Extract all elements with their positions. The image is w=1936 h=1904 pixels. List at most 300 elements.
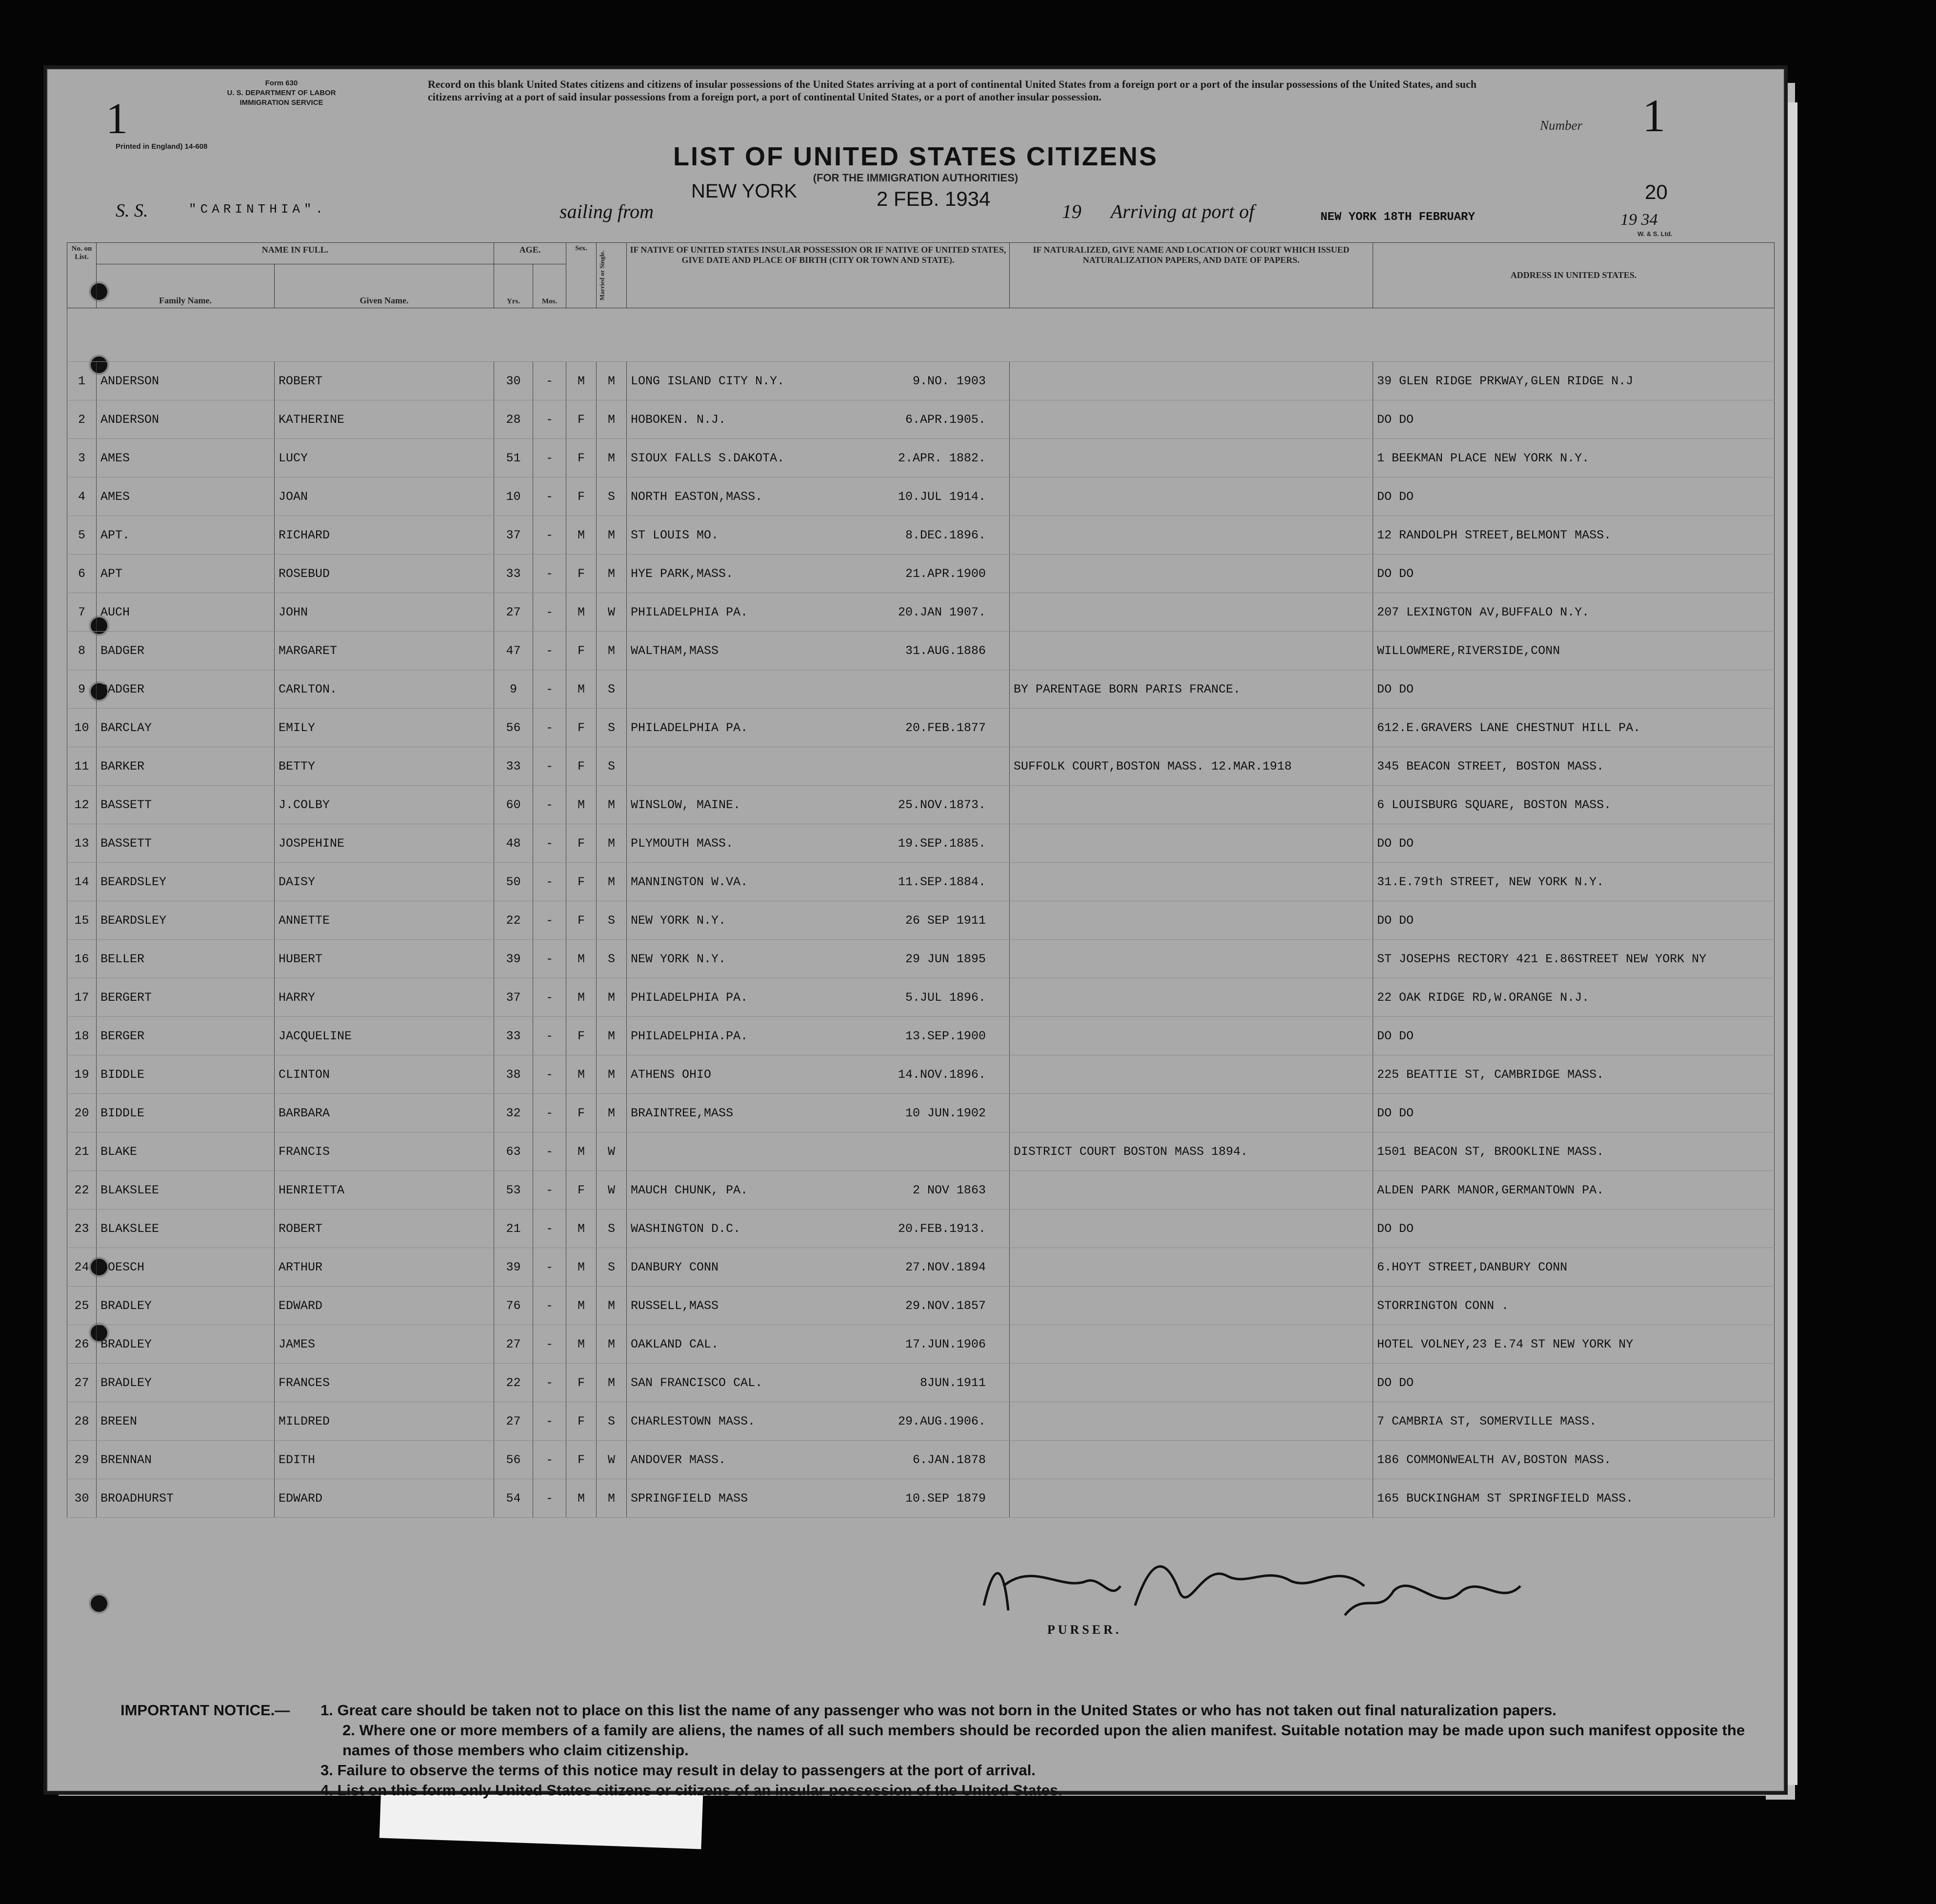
arriving-year: 19 34: [1620, 211, 1658, 229]
family-name: BADGER: [97, 670, 275, 709]
naturalization: [1010, 477, 1373, 516]
col-naturalized: IF NATURALIZED, GIVE NAME AND LOCATION OF COURT WHICH ISSUED NATURALIZATION PAPERS, AND DATE OF PAPERS.: [1010, 243, 1373, 308]
sex: F: [566, 477, 597, 516]
birth-date: 9.NO. 1903: [913, 374, 986, 388]
sex: M: [566, 1055, 597, 1094]
age-months: -: [533, 1171, 566, 1210]
birth-place: [627, 400, 1010, 439]
table-row: [67, 1248, 1775, 1287]
row-number: 1: [67, 362, 97, 400]
given-name: LUCY: [275, 439, 494, 477]
marital-status: S: [597, 670, 627, 709]
number-label: Number: [1540, 118, 1582, 133]
table-row: [67, 786, 1775, 824]
birth-place-text: NORTH EASTON,MASS.: [631, 489, 763, 504]
row-number: 16: [67, 940, 97, 978]
birth-place-text: PHILADELPHIA.PA.: [631, 1029, 748, 1043]
given-name: CLINTON: [275, 1055, 494, 1094]
marital-status: S: [597, 1402, 627, 1441]
age-years: 33: [494, 555, 533, 593]
birth-place-text: DANBURY CONN: [631, 1260, 719, 1274]
marital-status: M: [597, 362, 627, 400]
marital-status: M: [597, 1287, 627, 1325]
table-row: [67, 1364, 1775, 1402]
family-name: APT: [97, 555, 275, 593]
age-years: 53: [494, 1171, 533, 1210]
us-address: 12 RANDOLPH STREET,BELMONT MASS.: [1373, 516, 1775, 555]
birth-date: 25.NOV.1873.: [898, 797, 986, 812]
sailing-from-label: sailing from: [559, 200, 654, 222]
birth-place: [627, 1479, 1010, 1518]
arriving-label: Arriving at port of: [1111, 200, 1255, 222]
family-name: BREEN: [97, 1402, 275, 1441]
family-name: BLAKSLEE: [97, 1210, 275, 1248]
given-name: JOHN: [275, 593, 494, 632]
us-address: 1 BEEKMAN PLACE NEW YORK N.Y.: [1373, 439, 1775, 477]
table-row: [67, 632, 1775, 670]
family-name: ANDERSON: [97, 362, 275, 400]
age-years: 56: [494, 1441, 533, 1479]
birth-place-text: SPRINGFIELD MASS: [631, 1491, 748, 1506]
row-number: 11: [67, 747, 97, 786]
age-years: 47: [494, 632, 533, 670]
age-months: -: [533, 1055, 566, 1094]
age-years: 37: [494, 978, 533, 1017]
header-spacer: [67, 308, 1775, 362]
birth-place: [627, 362, 1010, 400]
marital-status: M: [597, 632, 627, 670]
birth-place-text: WASHINGTON D.C.: [631, 1221, 741, 1236]
sailing-date: 2 FEB. 1934: [877, 187, 991, 210]
birth-place-text: PHILADELPHIA PA.: [631, 990, 748, 1005]
family-name: BRADLEY: [97, 1364, 275, 1402]
age-years: 21: [494, 1210, 533, 1248]
table-row: [67, 1210, 1775, 1248]
age-years: 27: [494, 1402, 533, 1441]
birth-date: 11.SEP.1884.: [898, 874, 986, 889]
given-name: EMILY: [275, 709, 494, 747]
birth-place: [627, 1094, 1010, 1132]
arriving-day: 20: [1645, 180, 1668, 203]
age-months: -: [533, 901, 566, 940]
us-address: DO DO: [1373, 1210, 1775, 1248]
age-months: -: [533, 978, 566, 1017]
age-months: -: [533, 1402, 566, 1441]
given-name: ROSEBUD: [275, 555, 494, 593]
ss-label: S. S.: [116, 200, 148, 221]
birth-place-text: WINSLOW, MAINE.: [631, 797, 741, 812]
birth-date: 21.APR.1900: [905, 566, 986, 581]
age-years: 54: [494, 1479, 533, 1518]
birth-place-text: OAKLAND CAL.: [631, 1337, 719, 1351]
age-months: -: [533, 516, 566, 555]
given-name: JOAN: [275, 477, 494, 516]
birth-date: 10 JUN.1902: [905, 1106, 986, 1120]
birth-place-text: LONG ISLAND CITY N.Y.: [631, 374, 785, 388]
given-name: JOSPEHINE: [275, 824, 494, 863]
naturalization: [1010, 1364, 1373, 1402]
sex: M: [566, 978, 597, 1017]
row-number: 26: [67, 1325, 97, 1364]
birth-place: [627, 1248, 1010, 1287]
birth-date: 26 SEP 1911: [905, 913, 986, 928]
us-address: 31.E.79th STREET, NEW YORK N.Y.: [1373, 863, 1775, 901]
sex: M: [566, 1325, 597, 1364]
marital-status: M: [597, 555, 627, 593]
form-subtitle: (FOR THE IMMIGRATION AUTHORITIES): [813, 172, 1018, 184]
naturalization: [1010, 632, 1373, 670]
age-years: 33: [494, 747, 533, 786]
birth-place: [627, 824, 1010, 863]
age-months: -: [533, 1325, 566, 1364]
family-name: BERGERT: [97, 978, 275, 1017]
birth-date: 2.APR. 1882.: [898, 451, 986, 465]
us-address: DO DO: [1373, 670, 1775, 709]
naturalization: [1010, 1017, 1373, 1055]
naturalization: [1010, 1210, 1373, 1248]
row-number: 15: [67, 901, 97, 940]
age-years: 60: [494, 786, 533, 824]
birth-place: [627, 632, 1010, 670]
age-months: -: [533, 786, 566, 824]
marital-status: W: [597, 593, 627, 632]
service: IMMIGRATION SERVICE: [240, 99, 323, 107]
age-years: 56: [494, 709, 533, 747]
birth-place-text: MANNINGTON W.VA.: [631, 874, 748, 889]
sex: M: [566, 1287, 597, 1325]
table-row: [67, 1402, 1775, 1441]
us-address: DO DO: [1373, 901, 1775, 940]
given-name: HARRY: [275, 978, 494, 1017]
birth-place: [627, 1132, 1010, 1171]
table-row: [67, 824, 1775, 863]
birth-date: 29 JUN 1895: [905, 952, 986, 966]
table-row: [67, 1325, 1775, 1364]
birth-place-text: HYE PARK,MASS.: [631, 566, 734, 581]
us-address: 225 BEATTIE ST, CAMBRIDGE MASS.: [1373, 1055, 1775, 1094]
birth-place: [627, 593, 1010, 632]
age-years: 63: [494, 1132, 533, 1171]
col-married-single: Married or Single.: [597, 243, 627, 308]
birth-place: [627, 901, 1010, 940]
us-address: 22 OAK RIDGE RD,W.ORANGE N.J.: [1373, 978, 1775, 1017]
marital-status: M: [597, 863, 627, 901]
col-age: AGE.: [494, 243, 566, 264]
sex: F: [566, 824, 597, 863]
family-name: BASSETT: [97, 824, 275, 863]
sex: F: [566, 901, 597, 940]
marital-status: S: [597, 477, 627, 516]
corner-mark: 1: [106, 95, 128, 143]
sex: F: [566, 747, 597, 786]
family-name: BLAKSLEE: [97, 1171, 275, 1210]
birth-date: 6.JAN.1878: [913, 1452, 986, 1467]
birth-date: 8JUN.1911: [920, 1375, 986, 1390]
naturalization: [1010, 516, 1373, 555]
notice-item-1: 1. Great care should be taken not to place on this list the name of any passenger who was not born in the United States or who has not taken out final naturalization papers.: [320, 1702, 1557, 1719]
ship-name: "CARINTHIA".: [189, 202, 327, 217]
sex: M: [566, 940, 597, 978]
birth-place-text: RUSSELL,MASS: [631, 1298, 719, 1313]
given-name: ROBERT: [275, 362, 494, 400]
birth-place-text: PHILADELPHIA PA.: [631, 605, 748, 619]
age-years: 27: [494, 1325, 533, 1364]
age-months: -: [533, 400, 566, 439]
age-years: 38: [494, 1055, 533, 1094]
family-name: BLAKE: [97, 1132, 275, 1171]
us-address: ALDEN PARK MANOR,GERMANTOWN PA.: [1373, 1171, 1775, 1210]
marital-status: S: [597, 747, 627, 786]
col-yrs: Yrs.: [494, 264, 533, 308]
table-row: [67, 555, 1775, 593]
naturalization: [1010, 978, 1373, 1017]
naturalization: [1010, 709, 1373, 747]
row-number: 28: [67, 1402, 97, 1441]
age-months: -: [533, 1210, 566, 1248]
naturalization: [1010, 1441, 1373, 1479]
table-row: [67, 1017, 1775, 1055]
family-name: AMES: [97, 439, 275, 477]
row-number: 3: [67, 439, 97, 477]
us-address: DO DO: [1373, 555, 1775, 593]
given-name: MILDRED: [275, 1402, 494, 1441]
birth-place: [627, 555, 1010, 593]
birth-date: 10.SEP 1879: [905, 1491, 986, 1506]
sex: M: [566, 1210, 597, 1248]
family-name: BEARDSLEY: [97, 901, 275, 940]
birth-place-text: WALTHAM,MASS: [631, 643, 719, 658]
family-name: AUCH: [97, 593, 275, 632]
sex: M: [566, 1479, 597, 1518]
table-row: [67, 400, 1775, 439]
naturalization: [1010, 1402, 1373, 1441]
age-years: 37: [494, 516, 533, 555]
marital-status: M: [597, 978, 627, 1017]
us-address: 1501 BEACON ST, BROOKLINE MASS.: [1373, 1132, 1775, 1171]
naturalization: [1010, 1325, 1373, 1364]
us-address: 612.E.GRAVERS LANE CHESTNUT HILL PA.: [1373, 709, 1775, 747]
purser-label: PURSER.: [1047, 1623, 1122, 1637]
printer-mark: W. & S. Ltd.: [1637, 230, 1673, 238]
marital-status: W: [597, 1441, 627, 1479]
marital-status: M: [597, 516, 627, 555]
notice-item-4: 4. List on this form only United States citizens or citizens of an insular possession of the United States.: [320, 1781, 1062, 1799]
naturalization: [1010, 400, 1373, 439]
age-months: -: [533, 555, 566, 593]
birth-date: 5.JUL 1896.: [905, 990, 986, 1005]
family-name: ANDERSON: [97, 400, 275, 439]
table-row: [67, 1055, 1775, 1094]
department: U. S. DEPARTMENT OF LABOR: [227, 89, 336, 97]
age-years: 39: [494, 1248, 533, 1287]
marital-status: S: [597, 709, 627, 747]
page-edge-right-2: [1785, 102, 1797, 1785]
sex: F: [566, 439, 597, 477]
given-name: EDWARD: [275, 1287, 494, 1325]
naturalization: [1010, 1094, 1373, 1132]
row-number: 14: [67, 863, 97, 901]
birth-place: [627, 940, 1010, 978]
us-address: 39 GLEN RIDGE PRKWAY,GLEN RIDGE N.J: [1373, 362, 1775, 400]
age-years: 48: [494, 824, 533, 863]
birth-place: [627, 1171, 1010, 1210]
us-address: HOTEL VOLNEY,23 E.74 ST NEW YORK NY: [1373, 1325, 1775, 1364]
birth-place-text: NEW YORK N.Y.: [631, 913, 726, 928]
age-months: -: [533, 747, 566, 786]
naturalization: BY PARENTAGE BORN PARIS FRANCE.: [1010, 670, 1373, 709]
table-row: [67, 1132, 1775, 1171]
notice-item-3: 3. Failure to observe the terms of this notice may result in delay to passengers at the port of arrival.: [320, 1761, 1036, 1779]
age-years: 28: [494, 400, 533, 439]
birth-date: 20.FEB.1913.: [898, 1221, 986, 1236]
us-address: 345 BEACON STREET, BOSTON MASS.: [1373, 747, 1775, 786]
marital-status: M: [597, 1094, 627, 1132]
naturalization: [1010, 593, 1373, 632]
age-years: 10: [494, 477, 533, 516]
age-months: -: [533, 670, 566, 709]
row-number: 8: [67, 632, 97, 670]
sex: F: [566, 1402, 597, 1441]
us-address: 7 CAMBRIA ST, SOMERVILLE MASS.: [1373, 1402, 1775, 1441]
row-number: 17: [67, 978, 97, 1017]
arriving-port: NEW YORK 18TH FEBRUARY: [1320, 211, 1475, 224]
given-name: BARBARA: [275, 1094, 494, 1132]
birth-place: [627, 1325, 1010, 1364]
birth-date: 2 NOV 1863: [913, 1183, 986, 1197]
age-months: -: [533, 824, 566, 863]
row-number: 25: [67, 1287, 97, 1325]
table-row: [67, 477, 1775, 516]
sex: F: [566, 1094, 597, 1132]
naturalization: [1010, 1171, 1373, 1210]
us-address: 207 LEXINGTON AV,BUFFALO N.Y.: [1373, 593, 1775, 632]
family-name: BEARDSLEY: [97, 863, 275, 901]
important-notice: [120, 1701, 1769, 1801]
birth-place: [627, 516, 1010, 555]
sex: M: [566, 593, 597, 632]
given-name: FRANCES: [275, 1364, 494, 1402]
manifest-sheet: [46, 68, 1785, 1799]
birth-place: [627, 786, 1010, 824]
row-number: 6: [67, 555, 97, 593]
birth-date: 17.JUN.1906: [905, 1337, 986, 1351]
marital-status: M: [597, 1325, 627, 1364]
marital-status: S: [597, 940, 627, 978]
age-months: -: [533, 1287, 566, 1325]
sex: F: [566, 1364, 597, 1402]
birth-date: 29.NOV.1857: [905, 1298, 986, 1313]
table-row: [67, 593, 1775, 632]
birth-place-text: MAUCH CHUNK, PA.: [631, 1183, 748, 1197]
us-address: ST JOSEPHS RECTORY 421 E.86STREET NEW YORK NY: [1373, 940, 1775, 978]
us-address: 6.HOYT STREET,DANBURY CONN: [1373, 1248, 1775, 1287]
row-number: 23: [67, 1210, 97, 1248]
birth-date: 20.FEB.1877: [905, 720, 986, 735]
sex: F: [566, 1017, 597, 1055]
birth-place: [627, 1055, 1010, 1094]
age-years: 9: [494, 670, 533, 709]
birth-date: 19.SEP.1885.: [898, 836, 986, 851]
us-address: 6 LOUISBURG SQUARE, BOSTON MASS.: [1373, 786, 1775, 824]
age-months: -: [533, 1248, 566, 1287]
table-row: [67, 1171, 1775, 1210]
age-months: -: [533, 1017, 566, 1055]
age-months: -: [533, 1479, 566, 1518]
sex: F: [566, 1441, 597, 1479]
marital-status: W: [597, 1132, 627, 1171]
family-name: BERGER: [97, 1017, 275, 1055]
instruction: Record on this blank United States citizens and citizens of insular possessions of the United States arriving at a port of continental United States from a foreign port or a port of the insular possessions of the United States, and such citizens arriving at a port of said insular possessions from a foreign port, a port of continental United States, or a port of another insular possession.: [428, 78, 1477, 103]
printed-in: Printed in England) 14-608: [116, 142, 208, 151]
col-family-name: Family Name.: [97, 264, 275, 308]
row-number: 12: [67, 786, 97, 824]
notice-label: IMPORTANT NOTICE.—: [120, 1702, 290, 1719]
row-number: 4: [67, 477, 97, 516]
col-given-name: Given Name.: [275, 264, 494, 308]
birth-place: [627, 747, 1010, 786]
birth-place-text: ST LOUIS MO.: [631, 528, 719, 542]
age-years: 51: [494, 439, 533, 477]
us-address: DO DO: [1373, 1094, 1775, 1132]
birth-place-text: ATHENS OHIO: [631, 1067, 712, 1082]
row-number: 27: [67, 1364, 97, 1402]
sex: F: [566, 709, 597, 747]
marital-status: W: [597, 1171, 627, 1210]
row-number: 10: [67, 709, 97, 747]
family-name: BIDDLE: [97, 1055, 275, 1094]
sex: F: [566, 632, 597, 670]
table-row: [67, 439, 1775, 477]
us-address: DO DO: [1373, 1364, 1775, 1402]
family-name: BASSETT: [97, 786, 275, 824]
birth-place: [627, 978, 1010, 1017]
given-name: ARTHUR: [275, 1248, 494, 1287]
us-address: STORRINGTON CONN .: [1373, 1287, 1775, 1325]
row-number: 22: [67, 1171, 97, 1210]
given-name: HUBERT: [275, 940, 494, 978]
form-title: LIST OF UNITED STATES CITIZENS: [673, 142, 1158, 171]
marital-status: M: [597, 786, 627, 824]
col-name-in-full: NAME IN FULL.: [97, 243, 494, 264]
birth-date: 31.AUG.1886: [905, 643, 986, 658]
form-number: Form 630: [265, 79, 298, 87]
given-name: KATHERINE: [275, 400, 494, 439]
age-months: -: [533, 863, 566, 901]
col-no: No. on List.: [67, 243, 97, 308]
table-row: [67, 516, 1775, 555]
col-address: ADDRESS IN UNITED STATES.: [1373, 243, 1775, 308]
marital-status: S: [597, 1210, 627, 1248]
family-name: BOESCH: [97, 1248, 275, 1287]
given-name: MARGARET: [275, 632, 494, 670]
sex: F: [566, 400, 597, 439]
birth-place: [627, 1210, 1010, 1248]
birth-date: 8.DEC.1896.: [905, 528, 986, 542]
sex: M: [566, 1248, 597, 1287]
us-address: DO DO: [1373, 1017, 1775, 1055]
birth-date: 14.NOV.1896.: [898, 1067, 986, 1082]
family-name: BRADLEY: [97, 1287, 275, 1325]
given-name: CARLTON.: [275, 670, 494, 709]
given-name: ROBERT: [275, 1210, 494, 1248]
sex: M: [566, 786, 597, 824]
birth-place: [627, 863, 1010, 901]
us-address: DO DO: [1373, 824, 1775, 863]
birth-date: 29.AUG.1906.: [898, 1414, 986, 1428]
birth-place-text: SAN FRANCISCO CAL.: [631, 1375, 763, 1390]
birth-place-text: SIOUX FALLS S.DAKOTA.: [631, 451, 785, 465]
sex: F: [566, 1171, 597, 1210]
